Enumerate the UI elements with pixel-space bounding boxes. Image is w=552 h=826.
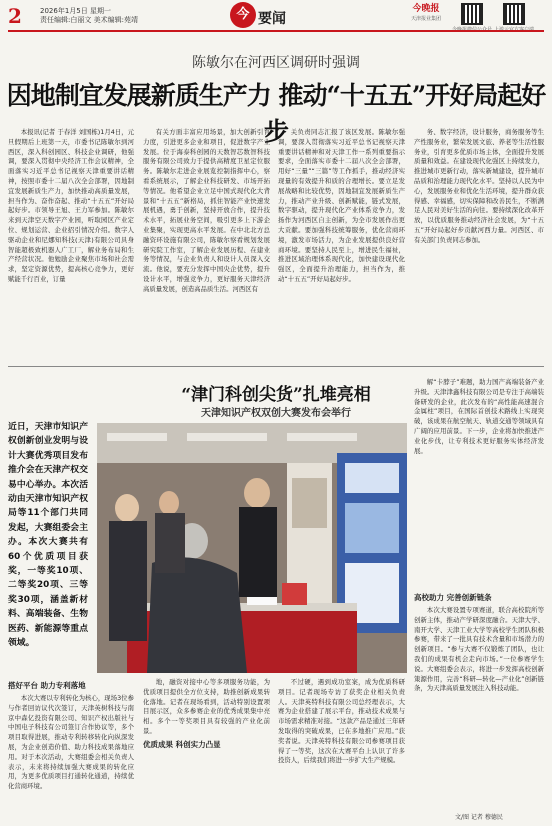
brand-name: 今晚报 <box>412 4 440 14</box>
brand-mark <box>402 4 450 24</box>
article1-column-4 <box>414 128 544 360</box>
article2-column-b <box>143 678 270 808</box>
article-divider <box>8 366 544 367</box>
header-rule <box>8 30 544 32</box>
article2-column-c <box>278 678 405 808</box>
article1-column-2 <box>143 128 270 360</box>
editor-credits: 责任编辑:白丽文 美术编辑:苑靖 <box>40 16 138 24</box>
article2-byline: 文/图 记者 穆德民 <box>455 814 503 821</box>
article1-col2-text: 有关方面丰富应用场景，加大创新引育力度，引进更多企业和项目，促进数字产业发展。位于海泰科创园的天数智芯数智科技服务有限公司致力于提供高精度卫星定位服务。陈敏尔走进企业展览控制指挥中心，察看系统展示，了解企业科技研发、市场开拓等情况。他希望企业立足中国式现代化大背景和“十五五”新格局，抓住智能产业快速发展机遇，勇于创新，坚持开放合作，提升技术水平，拓展业务空间，吸引更多上下游企业集聚，实现更高水平发展。在中北北方总融资环设施有限公司，陈敏尔察看规划发展研究院工作室，了解企业发展历程、在建业务等情况，与企业负责人和设计人员深入交流。他说，要充分发挥中国央企优势，提升设计水平，增强竞争力，更好服务天津经济高质量发展，创造高品质生活。河西区有 <box>143 128 270 293</box>
article2-subheadline: 天津知识产权双创大赛发布会举行 <box>201 408 351 419</box>
app-qr-icon[interactable] <box>503 3 525 25</box>
wechat-qr-icon[interactable] <box>461 3 483 25</box>
article1-column-1 <box>8 128 134 360</box>
header-meta <box>40 7 138 25</box>
article1-headline[interactable]: 因地制宜发展新质生产力 推动“十五五”开好局起好步 <box>6 81 546 146</box>
page-header <box>0 0 552 36</box>
article1-col4-text: 务、数字经济，设计服务，商务服务等生产性服务业，繁荣发展文旅、养老等生活性服务业，引育更多优质市场主体，全面提升发展质量和效益。在建设现代化强区上持续发力，推进城市更新行动，落实新城建设，提升城市品质和治理能力现代化水平。坚持以人民为中心，发展服务业和优化生活环境，提升群众获得感、幸福感，切实保障和改善民生，不断满足人民对美好生活的向往。要持续深化改革开放，以优质服务推动经济社会发展，为“十五五”开好局起好步贡献河西力量。河西区、市有关部门负责同志参加。 <box>414 128 544 244</box>
article2-col-b-text: 地，融资对接中心等多项服务功能，为优质项目提供全方位支持，助推创新成果转化落地。记者在现场看到，活动特别设置项目展示区，众多参赛企业的优秀成果集中亮相。多个一等奖项目具有较强的产业化前景。 <box>143 678 270 735</box>
event-photo-illustration <box>97 423 407 673</box>
issue-date: 2026年1月5日 星期一 <box>40 7 111 15</box>
article2-column-d <box>414 378 544 588</box>
article2-col-d-text: 解“卡脖子”难题，助力国产高端装备产业升级。天津津鑫科技有限公司是专注于高端装备研发的企业，此次发布的“高性能高速混合金属柱”项目，在国际首创技术路线上实现突破，该成果在航空航天、轨道交通等领域具有广阔的应用前景。下一步，企业将加快推进产业化步伐，让专利技术更好服务实体经济发展。 <box>414 378 544 455</box>
article2-column-a <box>8 678 134 808</box>
article2-column-e <box>414 590 544 810</box>
article1-col1-text: 本报讯(记者 于春洋 刘国栋)1月4日，元旦假期后上班第一天，市委书记陈敏尔到河西区，深入科创园区、科技企业调研，他强调，要深入贯彻中央经济工作会议精神，全面落实习近平总书记视察天津重要讲话精神，按照市委十二届八次全会部署，因地制宜发展新质生产力，加快推动高质量发展，担当作为、奋作奋起、推动“十五五”开好局起好步。市领导王旭、王力军参加。陈敏尔来到天津空天数字产业园，听取园区产业定位、规划运营、企业招引情况介绍。数字人驱动企业和尼娜知科技(天津)有限公司具身智能超极致机器人广工厂，解业务布局和生产经营状况。他勉励企业聚焦市场和社会需求，坚定资源优势，提高核心竞争力，更好赋能千行百业，订量 <box>8 128 134 283</box>
event-photo <box>97 423 407 673</box>
article2-col-e-text: 本次大赛设置专项赛道，联合高校院所等创新主体，推动产学研深度融合。天津大学、南开大学、天津工业大学等高校学生团队积极参赛，带来了一批具有技术含量和市场潜力的创新项目。“参与大赛不仅锻炼了团队，也让我们的成果有机会走向市场。”一位参赛学生说。大赛组委会表示，将进一步发挥高校创新策源作用，完善“科研—转化—产业化”创新链条，为天津高质量发展注入科技动能。 <box>414 606 544 693</box>
article2-section1-title: 搭好平台 助力专利落地 <box>8 681 86 690</box>
article2-col-c-text: 不过硬，遇到成功室案，成为优质科研项目。记者现场专访了获奖企业相关负责人。天津英特科技有限公司总经理表示，大赛为企业搭建了展示平台，推动技术成果与市场需求精准对接。“这款产品是通过三年研发取得的突破成果，已在多地推广应用。”获奖者说。天津英特科技有限公司参赛项目获得了一等奖，这次在大赛平台上认识了许多投资人，后续我们将进一步扩大生产规模。 <box>278 678 405 765</box>
article1-col3-text: 关负责同志汇报了该区发展。陈敏尔强调，要深入贯彻落实习近平总书记视察天津重要讲话精神和对天津工作一系列重要指示要求，全面落实市委十二届八次全会部署，用好“三量”“三篇”等工作抓手，推动经济实现量的有效提升和质的合理增长。要立足发展战略和比较优势，因地制宜发展新质生产力，推动产业升级、创新赋能，链式发展，数字驱动，提升现代化产业体系竞争力，发扬作为河西区自主创新，为全市发展作出更大贡献。要加强科技统筹服务，优化营商环境，激发市场活力，为企业发展提供良好营商环境。要坚持人民至上，增进民生福祉，推进区域治理体系现代化，加快建设现代化强区，全面提升治理能力，担当作为，推动“十五五”开好局起好步。 <box>278 128 405 283</box>
brand-sub: 天津报业集团 <box>410 16 441 22</box>
article1-column-3 <box>278 128 405 360</box>
article2-col-a-text: 本次大赛以专利转化为核心，现场3位参与作者回访议代次签订，天津英树科技与南京中森亿投资有限公司、知识产权出版社与中国电子科技有公司签订合作协议等，多个项目取得进展，推动专利转移转化向纵深发展，为企业创造价值、助力科技成果落地应用。对于本次活动，大赛组委会相关负责人表示，未来将持续加强大赛成果的转化应用，为更多优质项目打通转化通道，持续优化营商环境。 <box>8 694 134 791</box>
section-title: 要闻 <box>258 11 286 27</box>
paper-logo-icon: 今 <box>230 2 256 28</box>
article2-section2-title: 优质成果 科创实力凸显 <box>143 739 221 749</box>
article2-headline[interactable]: “津门科创尖货”扎堆亮相 <box>181 385 371 405</box>
article1-kicker: 陈敏尔在河西区调研时强调 <box>192 55 360 71</box>
page-number: 2 <box>8 4 22 28</box>
article2-lead: 近日，天津市知识产权创新创业发明与设计大赛优秀项目发布推介会在天津产权交易中心举办。本次活动由天津市知识产权局等11个部门共同发起，大赛组委会主办。本次大赛共有60个优质项目获奖，一等奖10项、二等奖20项、三等奖30项，涵盖新材料、高端装备、生物医药、新能源等重点领域。 <box>8 422 88 649</box>
article2-section3-title: 高校助力 完善创新链条 <box>414 593 492 602</box>
